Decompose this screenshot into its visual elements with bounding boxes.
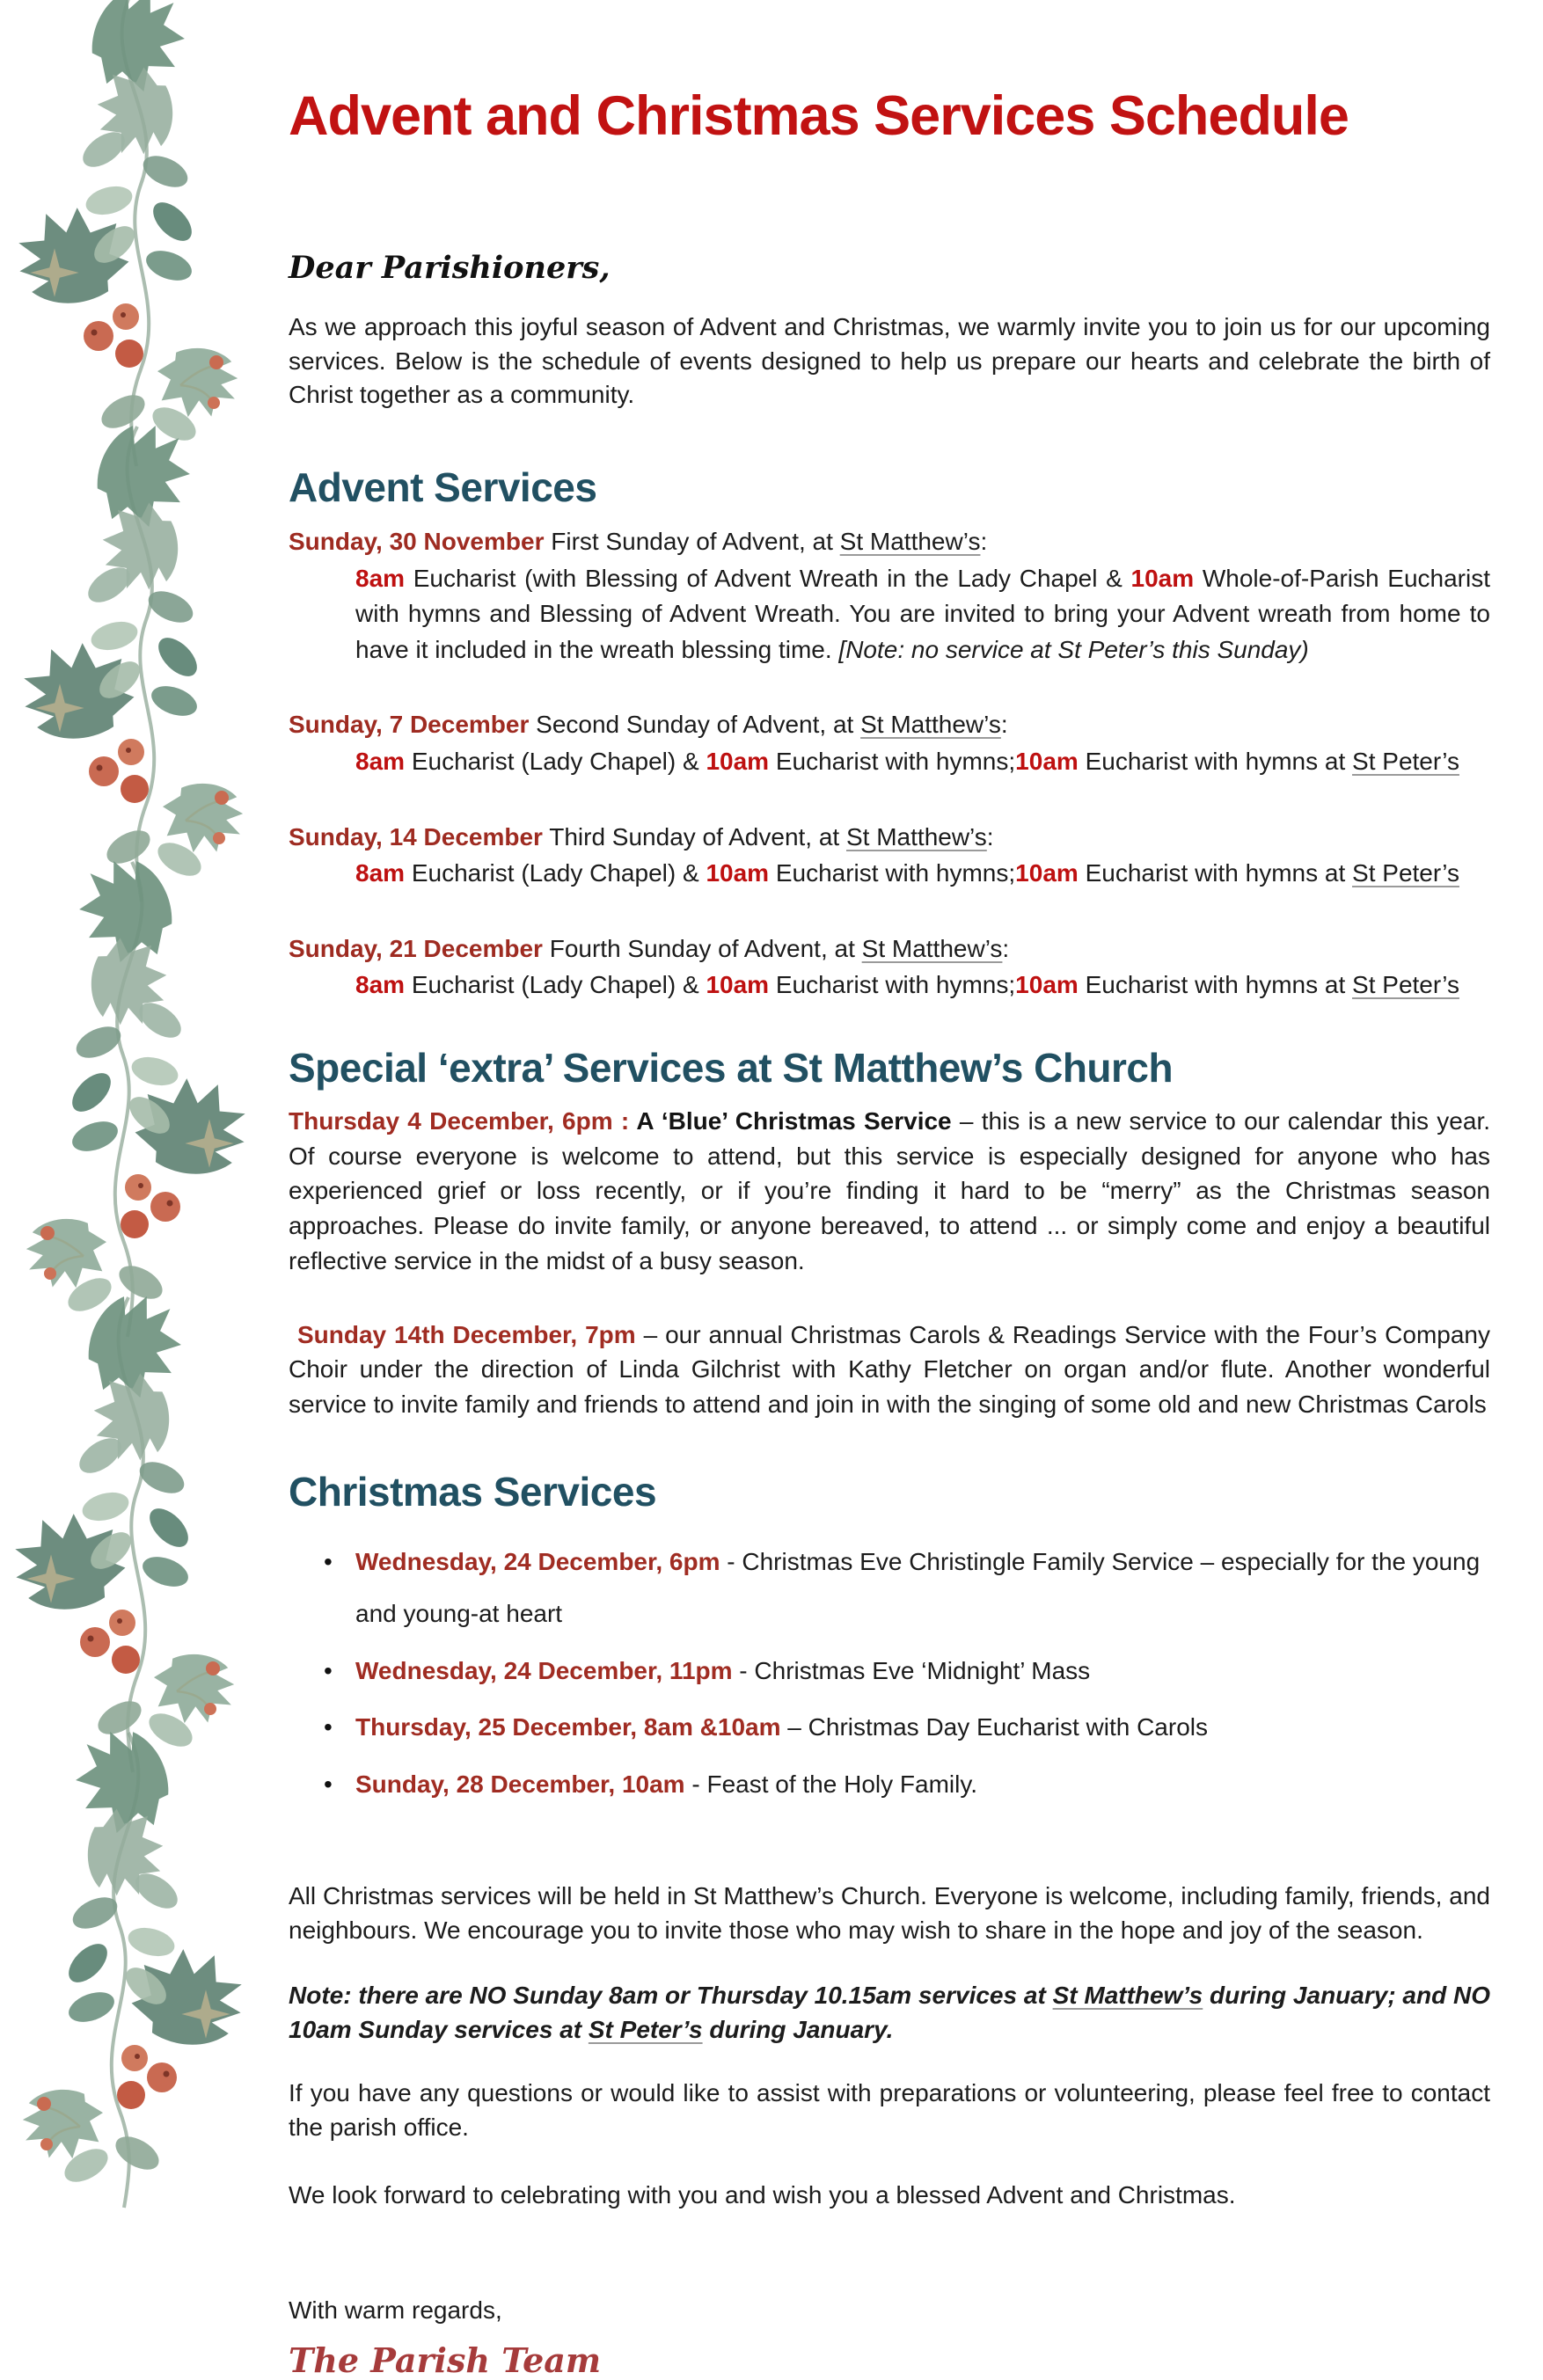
- event-description: Christmas Eve ‘Midnight’ Mass: [754, 1656, 1091, 1684]
- january-note-paragraph: [289, 1979, 1490, 2047]
- event-datetime: Wednesday, 24 December, 11pm: [355, 1656, 733, 1684]
- blue-christmas-paragraph: [289, 1104, 1490, 1279]
- list-item: [324, 1646, 1490, 1697]
- event-description: Feast of the Holy Family.: [706, 1770, 978, 1799]
- detail-text: Eucharist (Lady Chapel) &: [405, 971, 706, 999]
- venue-st-peters: St Peter’s: [1352, 971, 1459, 999]
- event-description: Christmas Eve Christingle Family Service – especially for the young and young-at heart: [355, 1547, 1481, 1627]
- advent-entry-1-detail: [355, 561, 1490, 668]
- separator: –: [780, 1713, 808, 1741]
- venue-st-matthews: St Matthew’s: [846, 822, 987, 851]
- service-desc: Third Sunday of Advent, at: [542, 822, 846, 851]
- separator: -: [684, 1770, 707, 1799]
- service-date: Sunday, 30 November: [289, 527, 545, 555]
- venue-st-peters: St Peter’s: [1352, 747, 1459, 775]
- event-description: – this is a new service to our calendar this year. Of course everyone is welcome to attend, but this service is especially designed for anyone who has experienced grief or loss recently, or if you’re finding it hard to be “merry” as the Christmas season approaches. Please do invite family, or anyone bereaved, to attend ... or simply come and enjoy a beautiful reflective service in the midst of a busy season.: [289, 1106, 1490, 1274]
- venue-st-matthews: St Matthew’s: [839, 527, 981, 555]
- detail-text: Eucharist with hymns;: [769, 747, 1016, 775]
- event-title: A ‘Blue’ Christmas Service: [636, 1106, 960, 1135]
- all-services-paragraph: All Christmas services will be held in St Matthew’s Church. Everyone is welcome, including family, friends, and neighbours. We encourage you to invite those who may wish to share in the hope and joy of the season.: [289, 1881, 1490, 1944]
- salutation: Dear Parishioners,: [289, 250, 611, 286]
- event-datetime: Sunday 14th December, 7pm: [297, 1320, 644, 1348]
- detail-text: Whole-of-Parish Eucharist with hymns and Blessing of Advent Wreath. You are invited to bring your Advent wreath from home to have it included in the wreath blessing time.: [355, 564, 1490, 663]
- venue-st-matthews: St Matthew’s: [860, 711, 1001, 739]
- colon: :: [980, 527, 988, 555]
- service-date: Sunday, 14 December: [289, 822, 543, 851]
- advent-services-heading: Advent Services: [289, 464, 597, 510]
- event-datetime: Thursday 4 December, 6pm :: [289, 1106, 637, 1135]
- time-10am: 10am: [706, 859, 770, 887]
- advent-entry-4-heading: [289, 932, 1490, 967]
- time-10am: 10am: [1130, 564, 1195, 592]
- time-10am: 10am: [1015, 971, 1079, 999]
- detail-text: Eucharist (Lady Chapel) &: [405, 859, 706, 887]
- service-desc: Second Sunday of Advent, at: [529, 711, 861, 739]
- service-desc: First Sunday of Advent, at: [544, 527, 840, 555]
- note-text: during January; and NO 10am Sunday services at: [289, 1982, 1491, 2043]
- advent-entry-1-heading: [289, 525, 1490, 559]
- regards-line: With warm regards,: [289, 2296, 502, 2325]
- event-datetime: Thursday, 25 December, 8am &10am: [355, 1713, 781, 1741]
- event-description: – our annual Christmas Carols & Readings Service with the Four’s Company Choir under the direction of Linda Gilchrist with Kathy Fletcher on organ and/or flute. Another wonderful service to invite family and friends to attend and join in with the singing of some old and new Christmas Carols: [289, 1320, 1490, 1419]
- service-desc: Fourth Sunday of Advent, at: [542, 934, 862, 962]
- event-description: Christmas Day Eucharist with Carols: [808, 1713, 1208, 1741]
- questions-paragraph: If you have any questions or would like to assist with preparations or volunteering, please feel free to contact the parish office.: [289, 2079, 1490, 2142]
- advent-entry-4-detail: [355, 967, 1490, 1004]
- time-10am: 10am: [706, 747, 770, 775]
- list-item: [324, 1702, 1490, 1754]
- time-8am: 8am: [355, 859, 406, 887]
- time-8am: 8am: [355, 971, 406, 999]
- detail-text: Eucharist with hymns at: [1078, 747, 1353, 775]
- holly-garland-border-image: [0, 0, 264, 2182]
- time-8am: 8am: [355, 564, 406, 592]
- detail-text: Eucharist with hymns;: [769, 859, 1016, 887]
- list-item: [324, 1759, 1490, 1811]
- look-forward-paragraph: We look forward to celebrating with you and wish you a blessed Advent and Christmas.: [289, 2180, 1236, 2208]
- detail-text: Eucharist (Lady Chapel) &: [405, 747, 706, 775]
- christmas-services-list: [324, 1537, 1490, 1811]
- note-text: Note: there are NO Sunday 8am or Thursday 10.15am services at: [289, 1982, 1053, 2010]
- intro-paragraph: As we approach this joyful season of Advent and Christmas, we warmly invite you to join us for our upcoming services. Below is the schedule of events designed to help us prepare our hearts and celebrate the birth of Christ together as a community.: [289, 313, 1490, 409]
- document-content: [289, 0, 1490, 2380]
- colon: :: [1002, 934, 1010, 962]
- detail-text: Eucharist with hymns at: [1078, 859, 1353, 887]
- advent-entry-3-heading: [289, 821, 1490, 855]
- colon: :: [986, 822, 994, 851]
- time-8am: 8am: [355, 747, 406, 775]
- parish-team-signature: The Parish Team: [289, 2340, 602, 2380]
- service-date: Sunday, 7 December: [289, 711, 530, 739]
- page-title: Advent and Christmas Services Schedule: [289, 85, 1349, 147]
- detail-text: Eucharist with hymns at: [1078, 971, 1353, 999]
- special-services-heading: Special ‘extra’ Services at St Matthew’s Church: [289, 1044, 1174, 1091]
- venue-st-peters: St Peter’s: [588, 2015, 703, 2043]
- venue-st-peters: St Peter’s: [1352, 859, 1459, 887]
- no-service-note: [Note: no service at St Peter’s this Sunday): [838, 635, 1309, 663]
- advent-entry-2-heading: [289, 708, 1490, 742]
- service-date: Sunday, 21 December: [289, 934, 543, 962]
- colon: :: [1000, 711, 1008, 739]
- carols-readings-paragraph: [289, 1318, 1490, 1422]
- separator: -: [732, 1656, 755, 1684]
- time-10am: 10am: [706, 971, 770, 999]
- separator: -: [720, 1547, 742, 1575]
- list-item: [324, 1537, 1490, 1640]
- advent-entry-2-detail: [355, 744, 1490, 780]
- event-datetime: Sunday, 28 December, 10am: [355, 1770, 685, 1799]
- detail-text: Eucharist with hymns;: [769, 971, 1016, 999]
- detail-text: Eucharist (with Blessing of Advent Wreath in the Lady Chapel &: [405, 564, 1131, 592]
- venue-st-matthews: St Matthew’s: [861, 934, 1003, 962]
- event-datetime: Wednesday, 24 December, 6pm: [355, 1547, 720, 1575]
- note-text: during January.: [702, 2015, 894, 2043]
- time-10am: 10am: [1015, 859, 1079, 887]
- time-10am: 10am: [1015, 747, 1079, 775]
- christmas-services-heading: Christmas Services: [289, 1468, 657, 1515]
- venue-st-matthews: St Matthew’s: [1052, 1982, 1203, 2010]
- advent-entry-3-detail: [355, 856, 1490, 892]
